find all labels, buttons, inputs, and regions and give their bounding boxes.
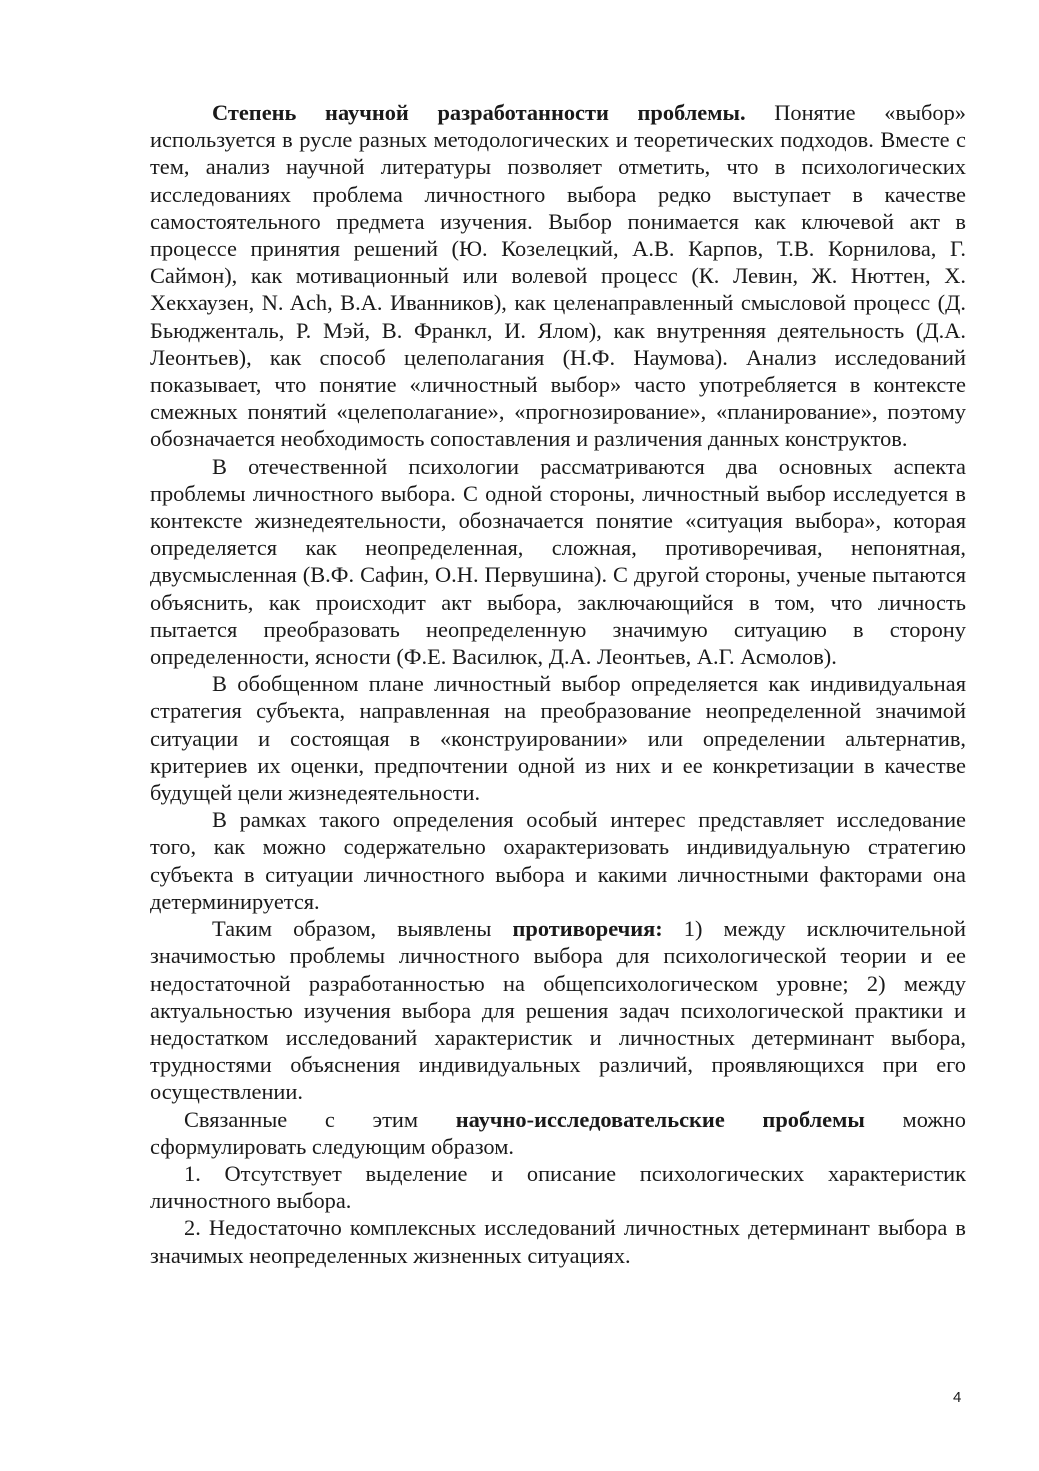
paragraph-text-after: можно сформулировать следующим образом. (150, 1106, 966, 1159)
research-problems-term: научно-исследовательские проблемы (455, 1106, 865, 1132)
paragraph-contradictions (150, 915, 966, 1105)
list-item-1: 1. Отсутствует выделение и описание психологических характеристик личностного выбора. (150, 1160, 966, 1214)
paragraph-text-before: Таким образом, выявлены (212, 916, 513, 942)
paragraph-text-before: Связанные с этим (184, 1106, 456, 1132)
page-number: 4 (953, 1389, 962, 1406)
paragraph-two-aspects: В отечественной психологии рассматриваются два основных аспекта проблемы личностного выбора. С одной стороны, личностный выбор исследуется в контексте жизнедеятельности, обозначается понятие «ситуация выбора», которая определяется как неопределенная, сложная, противоречивая, непонятная, двусмысленная (В.Ф. Сафин, О.Н. Первушина). С другой стороны, ученые пытаются объяснить, как происходит акт выбора, заключающийся в том, что личность пытается преобразовать неопределенную значимую ситуацию в сторону определенности, ясности (Ф.Е. Василюк, Д.А. Леонтьев, А.Г. Асмолов). (150, 453, 966, 670)
paragraph-research-interest: В рамках такого определения особый интерес представляет исследование того, как можно содержательно охарактеризовать индивидуальную стратегию субъекта в ситуации личностного выбора и какими личностными факторами она детерминируется. (150, 807, 966, 914)
paragraph-research-problems (150, 1106, 966, 1160)
paragraph-degree-of-development (150, 99, 966, 453)
contradictions-term: противоречия: (512, 916, 663, 942)
paragraph-heading: Степень научной разработанности проблемы. (212, 100, 746, 125)
list-item-2: 2. Недостаточно комплексных исследований личностных детерминант выбора в значимых неопределенных жизненных ситуациях. (150, 1215, 966, 1268)
document-body (150, 99, 966, 1269)
paragraph-generalized-definition: В обобщенном плане личностный выбор определяется как индивидуальная стратегия субъекта, направленная на преобразование неопределенной значимой ситуации и состоящая в «конструировании» или определении альтернатив, критериев их оценки, предпочтении одной из них и ее конкретизации в качестве будущей цели жизнедеятельности. (150, 671, 966, 806)
paragraph-text: Понятие «выбор» используется в русле разных методологических и теоретических подходов. Вместе с тем, анализ научной литературы позволяет отметить, что в психологических исследованиях проблема личностного выбора редко выступает в качестве самостоятельного предмета изучения. Выбор понимается как ключевой акт в процессе принятия решений (Ю. Козелецкий, А.В. Карпов, Т.В. Корнилова, Г. Саймон), как мотивационный или волевой процесс (К. Левин, Ж. Нюттен, Х. Хекхаузен, N. Ach, В.А. Иванников), как целенаправленный смысловой процесс (Д. Бьюдженталь, Р. Мэй, В. Франкл, И. Ялом), как внутренняя деятельность (Д.А. Леонтьев), как способ целеполагания (Н.Ф. Наумова). Анализ исследований показывает, что понятие «личностный выбор» часто употребляется в контексте смежных понятий «целеполагание», «прогнозирование», «планирование», поэтому обозначается необходимость сопоставления и различения данных конструктов. (150, 100, 966, 452)
paragraph-text-after: 1) между исключительной значимостью проблемы личностного выбора для психологической теории и ее недостаточной разработанностью на общепсихологическом уровне; 2) между актуальностью изучения выбора для решения задач психологической практики и недостатком исследований характеристик и личностных детерминант выбора, трудностями объяснения индивидуальных различий, проявляющихся при его осуществлении. (150, 916, 966, 1105)
